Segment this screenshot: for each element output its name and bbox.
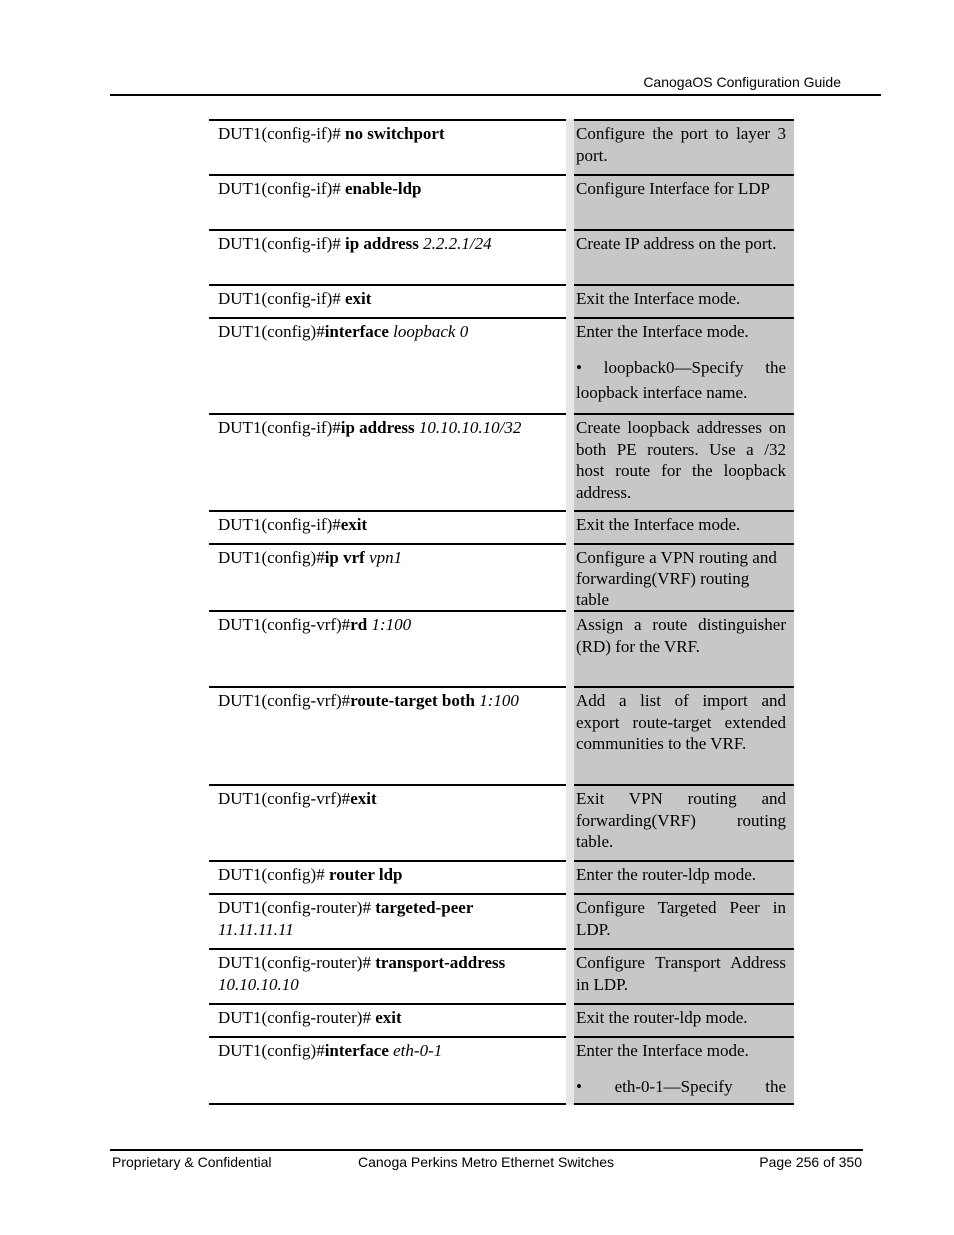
footer-confidentiality: Proprietary & Confidential [112, 1154, 272, 1170]
description-cell: Enter the Interface mode. • loopback0—Specify the loopback interface name. [570, 318, 794, 414]
description-cell: Configure Interface for LDP [570, 175, 794, 230]
page-number: Page 256 of 350 [759, 1154, 862, 1170]
command-cell: DUT1(config)#ip vrf vpn1 [218, 548, 403, 567]
description-cell: Exit VPN routing and forwarding(VRF) routing table. [570, 785, 794, 861]
table-row [209, 894, 794, 949]
table-row [209, 175, 794, 230]
description-cell: Configure Targeted Peer in LDP. [570, 894, 794, 949]
description-cell: Enter the router-ldp mode. [570, 861, 794, 894]
command-cell: DUT1(config-router)# exit [218, 1008, 402, 1027]
document-title: CanogaOS Configuration Guide [643, 74, 841, 90]
table-row [209, 1037, 794, 1104]
table-row [209, 414, 794, 511]
description-cell: Exit the router-ldp mode. [570, 1004, 794, 1037]
table-row [209, 949, 794, 1004]
footer-rule [110, 1149, 863, 1151]
command-cell: DUT1(config-if)#exit [218, 515, 368, 534]
table-row [209, 785, 794, 861]
table-row [209, 318, 794, 414]
command-cell: DUT1(config-if)# enable-ldp [218, 179, 422, 198]
description-cell: Configure the port to layer 3 port. [570, 120, 794, 175]
table-row [209, 544, 794, 611]
description-cell: Create loopback addresses on both PE routers. Use a /32 host route for the loopback address. [570, 414, 794, 511]
command-cell: DUT1(config-if)# ip address 2.2.2.1/24 [218, 234, 492, 253]
command-cell: DUT1(config)# router ldp [218, 865, 403, 884]
description-cell: Create IP address on the port. [570, 230, 794, 285]
table-row [209, 611, 794, 687]
header-rule [110, 94, 881, 96]
command-cell: DUT1(config-if)#ip address 10.10.10.10/32 [218, 418, 522, 437]
command-table [209, 119, 794, 1105]
description-cell: Configure a VPN routing and forwarding(VRF) routing table [570, 544, 794, 611]
description-cell: Assign a route distinguisher (RD) for the VRF. [570, 611, 794, 687]
command-cell: DUT1(config-vrf)#route-target both 1:100 [218, 691, 519, 710]
command-cell: DUT1(config-router)# targeted-peer 11.11.11.11 [218, 898, 474, 939]
command-cell: DUT1(config-if)# exit [218, 289, 372, 308]
table-row [209, 511, 794, 544]
command-cell: DUT1(config)#interface loopback 0 [218, 322, 469, 341]
description-cell: Enter the Interface mode. • eth-0-1—Specify the [570, 1037, 794, 1104]
command-cell: DUT1(config-if)# no switchport [218, 124, 445, 143]
table-row [209, 230, 794, 285]
table-row [209, 120, 794, 175]
description-cell: Exit the Interface mode. [570, 511, 794, 544]
description-cell: Exit the Interface mode. [570, 285, 794, 318]
command-cell: DUT1(config-router)# transport-address 10.10.10.10 [218, 953, 506, 994]
description-cell: Configure Transport Address in LDP. [570, 949, 794, 1004]
table-row [209, 861, 794, 894]
table-row [209, 285, 794, 318]
table-row [209, 1004, 794, 1037]
command-cell: DUT1(config)#interface eth-0-1 [218, 1041, 443, 1060]
command-cell: DUT1(config-vrf)#exit [218, 789, 377, 808]
table-row [209, 687, 794, 785]
footer-product: Canoga Perkins Metro Ethernet Switches [358, 1154, 615, 1170]
command-cell: DUT1(config-vrf)#rd 1:100 [218, 615, 412, 634]
description-cell: Add a list of import and export route-target extended communities to the VRF. [570, 687, 794, 785]
